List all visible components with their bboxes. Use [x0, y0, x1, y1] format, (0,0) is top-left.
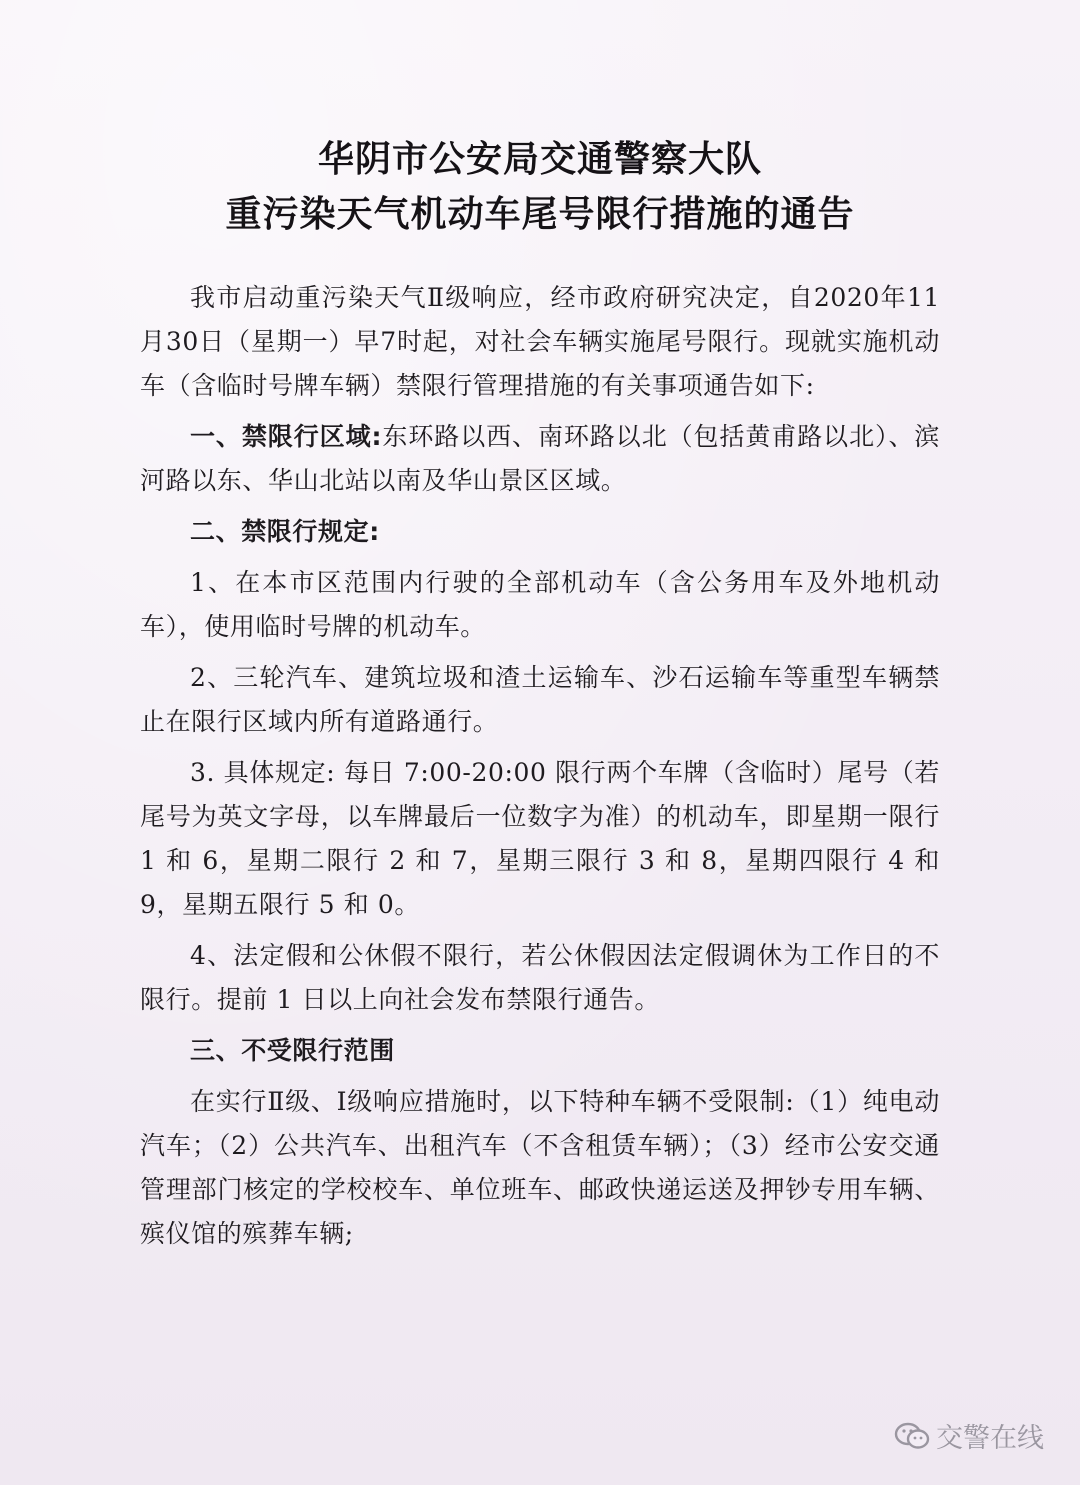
section-2-item-2: 2、三轮汽车、建筑垃圾和渣土运输车、沙石运输车等重型车辆禁止在限行区域内所有道路通行。 [140, 663, 940, 736]
source-watermark [894, 1416, 1044, 1455]
watermark-text: 交警在线 [936, 1423, 1044, 1454]
section-2-item-4: 4、法定假和公休假不限行，若公休假因法定假调休为工作日的不限行。提前 1 日以上向社会发布禁限行通告。 [140, 941, 940, 1014]
section-3-heading: 三、不受限行范围 [190, 1036, 395, 1065]
intro-paragraph: 我市启动重污染天气Ⅱ级响应，经市政府研究决定，自2020年11月30日（星期一）早7时起，对社会车辆实施尾号限行。现就实施机动车（含临时号牌车辆）禁限行管理措施的有关事项通告如下: [140, 283, 940, 400]
title-line-1: 华阴市公安局交通警察大队 [317, 139, 762, 180]
section-1 [140, 415, 940, 503]
wechat-icon [894, 1422, 930, 1450]
section-2-item-1: 1、在本市区范围内行驶的全部机动车（含公务用车及外地机动车），使用临时号牌的机动车。 [140, 568, 940, 641]
section-2-item-3: 3. 具体规定: 每日 7:00-20:00 限行两个车牌（含临时）尾号（若尾号为英文字母，以车牌最后一位数字为准）的机动车，即星期一限行 1 和 6，星期二限行 2 和 7，星期三限行 3 和 8，星期四限行 4 和 9，星期五限行 5 和 0。 [140, 758, 940, 919]
title-line-2: 重污染天气机动车尾号限行措施的通告 [225, 194, 855, 235]
section-1-text: 东环路以西、南环路以北（包括黄甫路以北）、滨河路以东、华山北站以南及华山景区区域。 [140, 422, 940, 495]
section-2-heading: 二、禁限行规定: [190, 517, 380, 546]
notice-body [140, 276, 940, 1263]
section-3-text: 在实行Ⅱ级、Ⅰ级响应措施时，以下特种车辆不受限制:（1）纯电动汽车；（2）公共汽车、出租汽车（不含租赁车辆）；（3）经市公安交通管理部门核定的学校校车、单位班车、邮政快递运送及押钞专用车辆、殡仪馆的殡葬车辆; [140, 1087, 940, 1248]
section-1-heading: 一、禁限行区域: [190, 422, 383, 451]
